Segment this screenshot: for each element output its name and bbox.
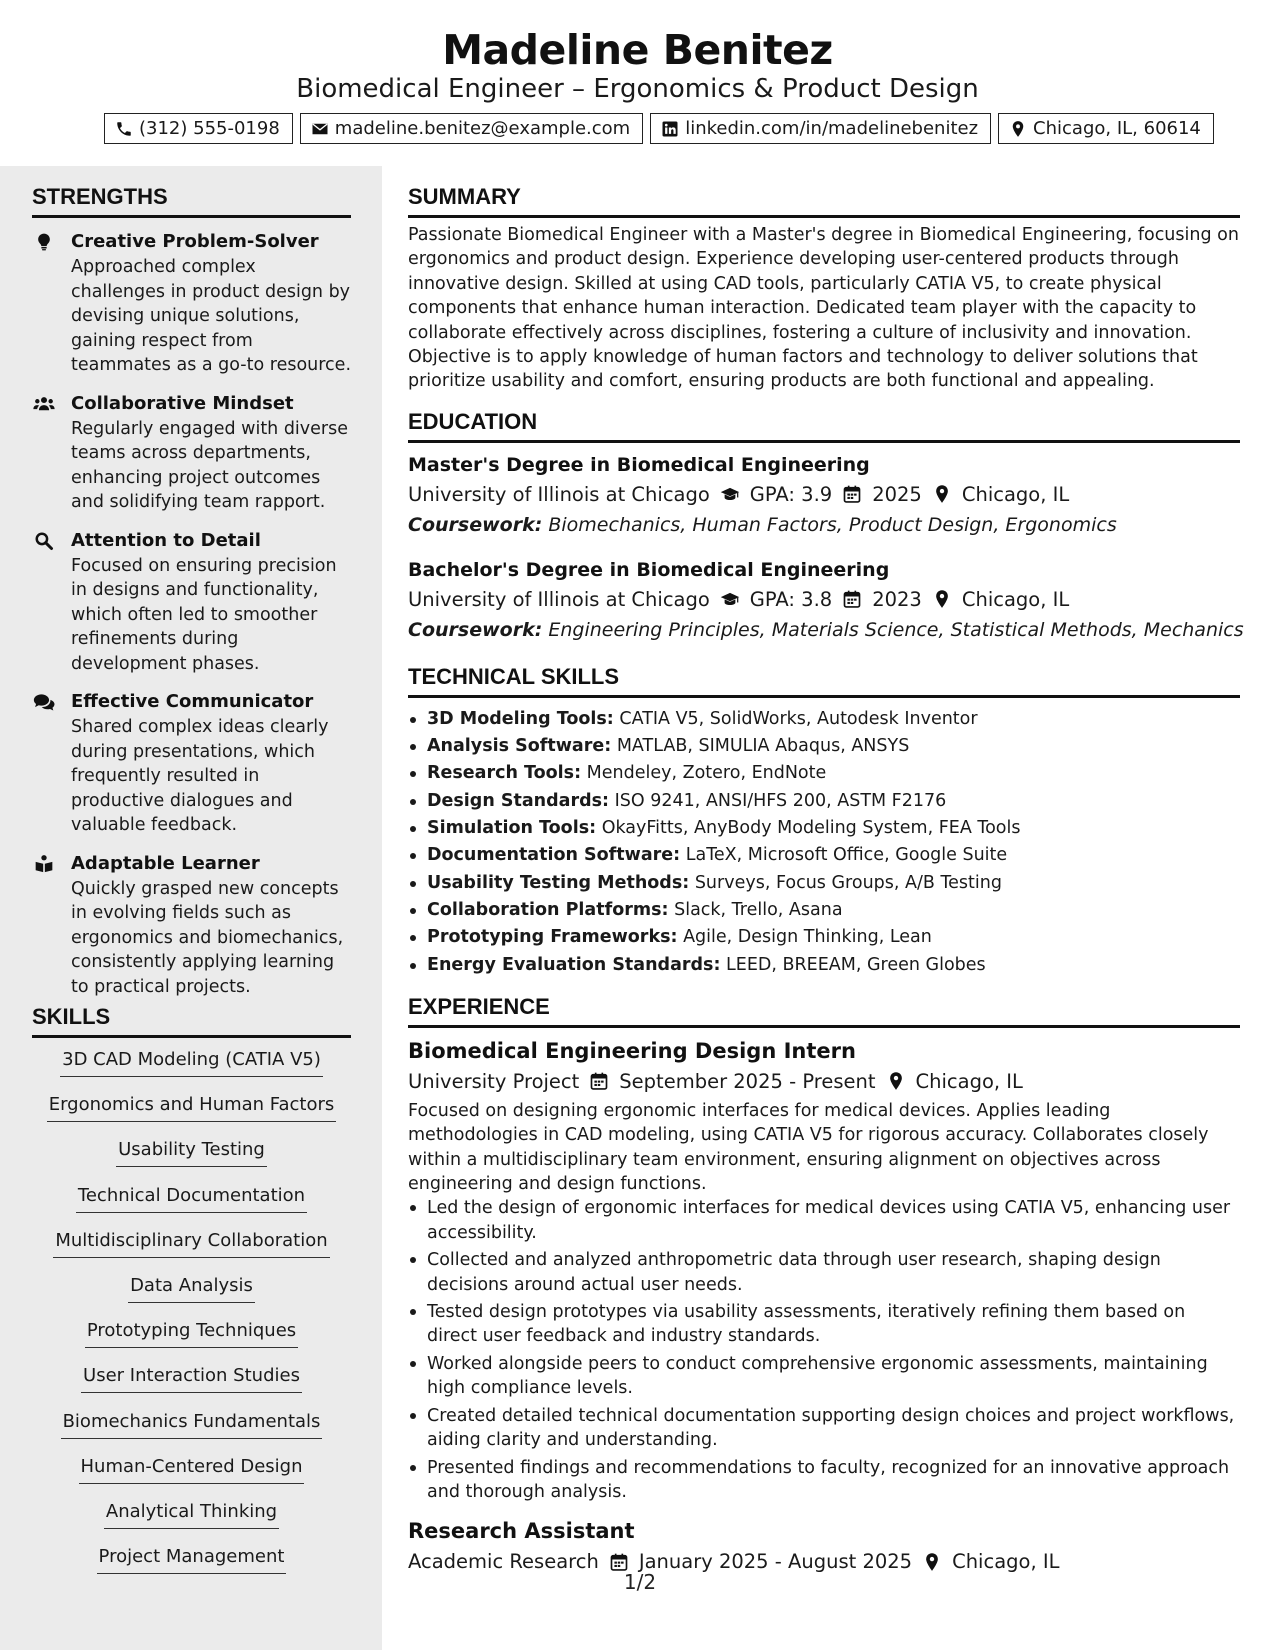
contact-bar — [104, 113, 1214, 144]
summary-heading: SUMMARY — [408, 183, 1240, 218]
technical-skill-label: 3D Modeling Tools: — [427, 708, 614, 729]
degree-entry — [408, 556, 1244, 645]
map-pin-icon — [932, 589, 952, 609]
technical-skill-item — [408, 924, 1240, 951]
technical-skill-value: ISO 9241, ANSI/HFS 200, ASTM F2176 — [614, 790, 947, 811]
degree-meta — [408, 479, 1240, 510]
main-content — [408, 166, 1244, 1577]
calendar-icon — [842, 589, 862, 609]
skills-list — [32, 1047, 351, 1589]
skill-item — [32, 1499, 351, 1544]
technical-skill-label: Collaboration Platforms: — [427, 899, 669, 920]
contact-email[interactable] — [300, 113, 643, 144]
degree-title: Bachelor's Degree in Biomedical Engineering — [408, 558, 890, 581]
degree-title: Master's Degree in Biomedical Engineering — [408, 453, 870, 476]
technical-skills-heading: TECHNICAL SKILLS — [408, 663, 1240, 698]
technical-skill-value: Agile, Design Thinking, Lean — [683, 927, 932, 948]
skill-item — [32, 1363, 351, 1408]
candidate-name: Madeline Benitez — [442, 26, 833, 74]
reader-icon — [33, 854, 55, 874]
technical-skills-section — [408, 663, 1240, 979]
degree-gpa: GPA: 3.8 — [749, 587, 833, 611]
sidebar — [0, 166, 382, 1650]
skill-item — [32, 1409, 351, 1454]
graduation-cap-icon — [720, 484, 740, 504]
summary-section — [408, 183, 1240, 394]
job-bullet: Collected and analyzed anthropometric data through user research, shaping design decisions around actual user needs. — [408, 1248, 1240, 1297]
strength-title: Adaptable Learner — [71, 852, 260, 874]
skill-item — [32, 1318, 351, 1363]
technical-skill-label: Prototyping Frameworks: — [427, 927, 678, 948]
technical-skill-value: LaTeX, Microsoft Office, Google Suite — [685, 845, 1008, 866]
job-entry — [408, 1516, 1240, 1577]
job-entry — [408, 1036, 1240, 1505]
linkedin-icon — [661, 120, 679, 138]
magnifier-icon — [33, 531, 55, 551]
education-heading: EDUCATION — [408, 408, 1240, 443]
technical-skill-value: Mendeley, Zotero, EndNote — [586, 763, 827, 784]
strength-description: Focused on ensuring precision in designs and functionality, which often led to smoother refinements during development phases. — [71, 555, 337, 674]
technical-skill-item — [408, 706, 1240, 733]
education-section — [408, 408, 1244, 645]
technical-skill-item — [408, 788, 1240, 815]
school-name: University of Illinois at Chicago — [408, 482, 710, 506]
technical-skill-item — [408, 842, 1240, 869]
technical-skill-label: Research Tools: — [427, 763, 582, 784]
job-dates: September 2025 - Present — [619, 1069, 876, 1093]
coursework-text: Biomechanics, Human Factors, Product Design, Ergonomics — [548, 513, 1117, 536]
strength-description: Quickly grasped new concepts in evolving fields such as ergonomics and biomechanics, consistently applying learning to practical projects. — [71, 878, 344, 997]
technical-skill-value: LEED, BREEAM, Green Globes — [726, 954, 986, 975]
degree-year: 2023 — [872, 587, 922, 611]
skill-label: Human-Centered Design — [79, 1454, 305, 1484]
contact-location — [998, 113, 1214, 144]
skills-heading: SKILLS — [32, 1003, 351, 1038]
skill-label: Project Management — [97, 1544, 287, 1574]
skill-item — [32, 1454, 351, 1499]
strength-item — [32, 689, 351, 838]
technical-skill-item — [408, 870, 1240, 897]
strength-description: Shared complex ideas clearly during presentations, which frequently resulted in productive dialogues and valuable feedback. — [71, 717, 329, 835]
job-title: Research Assistant — [408, 1519, 635, 1544]
skill-label: Usability Testing — [116, 1137, 267, 1167]
map-pin-icon — [932, 484, 952, 504]
map-pin-icon — [922, 1552, 942, 1572]
contact-phone-text: (312) 555-0198 — [139, 118, 280, 139]
strength-item — [32, 229, 351, 378]
strength-title: Creative Problem-Solver — [71, 231, 319, 252]
school-name: University of Illinois at Chicago — [408, 587, 710, 611]
skill-item — [32, 1273, 351, 1318]
coursework-line — [408, 615, 1244, 645]
technical-skill-label: Usability Testing Methods: — [427, 872, 690, 893]
phone-icon — [115, 120, 133, 138]
skill-label: Data Analysis — [128, 1273, 255, 1303]
experience-section — [408, 993, 1240, 1578]
technical-skill-value: CATIA V5, SolidWorks, Autodesk Inventor — [619, 708, 978, 729]
calendar-icon — [589, 1071, 609, 1091]
job-bullet: Created detailed technical documentation supporting design choices and project workflows, aiding clarity and understanding. — [408, 1404, 1240, 1453]
skill-label: 3D CAD Modeling (CATIA V5) — [60, 1047, 323, 1077]
map-pin-icon — [886, 1071, 906, 1091]
lightbulb-icon — [33, 232, 55, 252]
experience-heading: EXPERIENCE — [408, 993, 1240, 1028]
technical-skill-item — [408, 760, 1240, 787]
summary-text: Passionate Biomedical Engineer with a Master's degree in Biomedical Engineering, focusing on ergonomics and product design. Experience developing user-centered products through innovative design. Skilled at using CAD tools, particularly CATIA V5, to create physical components that enhance human interaction. Dedicated team player with the capacity to collaborate effectively across disciplines, fostering a culture of inclusivity and innovation. Objective is to apply knowledge of human factors and technology to deliver solutions that prioritize usability and comfort, ensuring products are both functional and appealing. — [408, 225, 1239, 392]
job-title: Biomedical Engineering Design Intern — [408, 1038, 856, 1063]
job-dates: January 2025 - August 2025 — [638, 1550, 913, 1574]
technical-skill-value: Slack, Trello, Asana — [674, 899, 843, 920]
technical-skill-item — [408, 952, 1240, 979]
job-location: Chicago, IL — [952, 1550, 1060, 1574]
technical-skill-label: Analysis Software: — [427, 736, 612, 757]
job-bullet: Led the design of ergonomic interfaces for medical devices using CATIA V5, enhancing user accessibility. — [408, 1196, 1240, 1245]
strength-item — [32, 528, 351, 677]
skills-section — [32, 1003, 351, 1038]
contact-linkedin[interactable] — [650, 113, 991, 144]
job-organization: University Project — [408, 1069, 580, 1093]
strength-title: Effective Communicator — [71, 691, 314, 712]
technical-skill-label: Simulation Tools: — [427, 818, 597, 839]
skill-label: Ergonomics and Human Factors — [47, 1092, 337, 1122]
job-organization: Academic Research — [408, 1550, 599, 1574]
skill-label: User Interaction Studies — [81, 1363, 302, 1393]
strength-description: Approached complex challenges in product design by devising unique solutions, gaining respect from teammates as a go-to resource. — [71, 257, 352, 375]
technical-skill-item — [408, 733, 1240, 760]
strength-description: Regularly engaged with diverse teams across departments, enhancing project outcomes and solidifying team rapport. — [71, 418, 349, 512]
candidate-headline: Biomedical Engineer – Ergonomics & Product Design — [296, 74, 979, 104]
degree-location: Chicago, IL — [961, 587, 1070, 611]
job-description: Focused on designing ergonomic interfaces for medical devices. Applies leading methodologies in CAD modeling, using CATIA V5 for rigorous accuracy. Collaborates closely within a multidisciplinary team environment, ensuring alignment on objectives across engineering and design functions. — [408, 1100, 1209, 1195]
technical-skill-item — [408, 897, 1240, 924]
job-location: Chicago, IL — [915, 1069, 1023, 1093]
strengths-heading: STRENGTHS — [32, 183, 351, 218]
technical-skills-list — [408, 706, 1240, 979]
coursework-line — [408, 510, 1240, 540]
calendar-icon — [842, 484, 862, 504]
coursework-label: Coursework: — [408, 618, 543, 641]
strength-item — [32, 851, 351, 1000]
technical-skill-item — [408, 815, 1240, 842]
coursework-label: Coursework: — [408, 513, 543, 536]
resume-header — [0, 0, 1275, 166]
skill-item — [32, 1137, 351, 1182]
map-pin-icon — [1009, 120, 1027, 138]
graduation-cap-icon — [720, 589, 740, 609]
skill-label: Prototyping Techniques — [85, 1318, 298, 1348]
strengths-section — [32, 183, 351, 999]
contact-email-text: madeline.benitez@example.com — [334, 118, 631, 139]
degree-year: 2025 — [872, 482, 922, 506]
envelope-icon — [311, 120, 329, 138]
skill-label: Biomechanics Fundamentals — [61, 1409, 323, 1439]
degree-entry — [408, 451, 1240, 540]
job-bullet: Presented findings and recommendations to faculty, recognized for an innovative approach and thorough analysis. — [408, 1456, 1240, 1505]
degree-meta — [408, 584, 1240, 615]
degree-gpa: GPA: 3.9 — [749, 482, 833, 506]
calendar-icon — [609, 1552, 629, 1572]
comments-icon — [33, 692, 55, 712]
degree-location: Chicago, IL — [961, 482, 1070, 506]
skill-label: Multidisciplinary Collaboration — [53, 1228, 329, 1258]
skill-item — [32, 1544, 351, 1589]
skill-label: Analytical Thinking — [104, 1499, 279, 1529]
skill-item — [32, 1092, 351, 1137]
job-meta — [408, 1546, 1240, 1577]
technical-skill-value: Surveys, Focus Groups, A/B Testing — [694, 872, 1002, 893]
strength-item — [32, 391, 351, 515]
job-meta — [408, 1066, 1240, 1097]
skill-item — [32, 1047, 351, 1092]
coursework-text: Engineering Principles, Materials Science, Statistical Methods, Mechanics — [548, 618, 1244, 641]
strength-title: Collaborative Mindset — [71, 392, 294, 414]
job-bullet: Worked alongside peers to conduct comprehensive ergonomic assessments, maintaining high compliance levels. — [408, 1352, 1240, 1401]
technical-skill-label: Energy Evaluation Standards: — [427, 954, 721, 975]
strength-title: Attention to Detail — [71, 529, 261, 551]
users-icon — [33, 394, 55, 414]
skill-label: Technical Documentation — [76, 1183, 307, 1213]
contact-phone[interactable] — [104, 113, 293, 144]
job-bullets — [408, 1196, 1240, 1504]
contact-location-text: Chicago, IL, 60614 — [1033, 118, 1201, 139]
skill-item — [32, 1183, 351, 1228]
technical-skill-value: OkayFitts, AnyBody Modeling System, FEA Tools — [601, 818, 1021, 839]
page-number: 1/2 — [623, 1570, 657, 1594]
contact-linkedin-text: linkedin.com/in/madelinebenitez — [685, 118, 979, 139]
technical-skill-label: Design Standards: — [427, 790, 610, 811]
skill-item — [32, 1228, 351, 1273]
technical-skill-value: MATLAB, SIMULIA Abaqus, ANSYS — [616, 736, 910, 757]
technical-skill-label: Documentation Software: — [427, 845, 681, 866]
job-bullet: Tested design prototypes via usability assessments, iteratively refining them based on direct user feedback and industry standards. — [408, 1300, 1240, 1349]
